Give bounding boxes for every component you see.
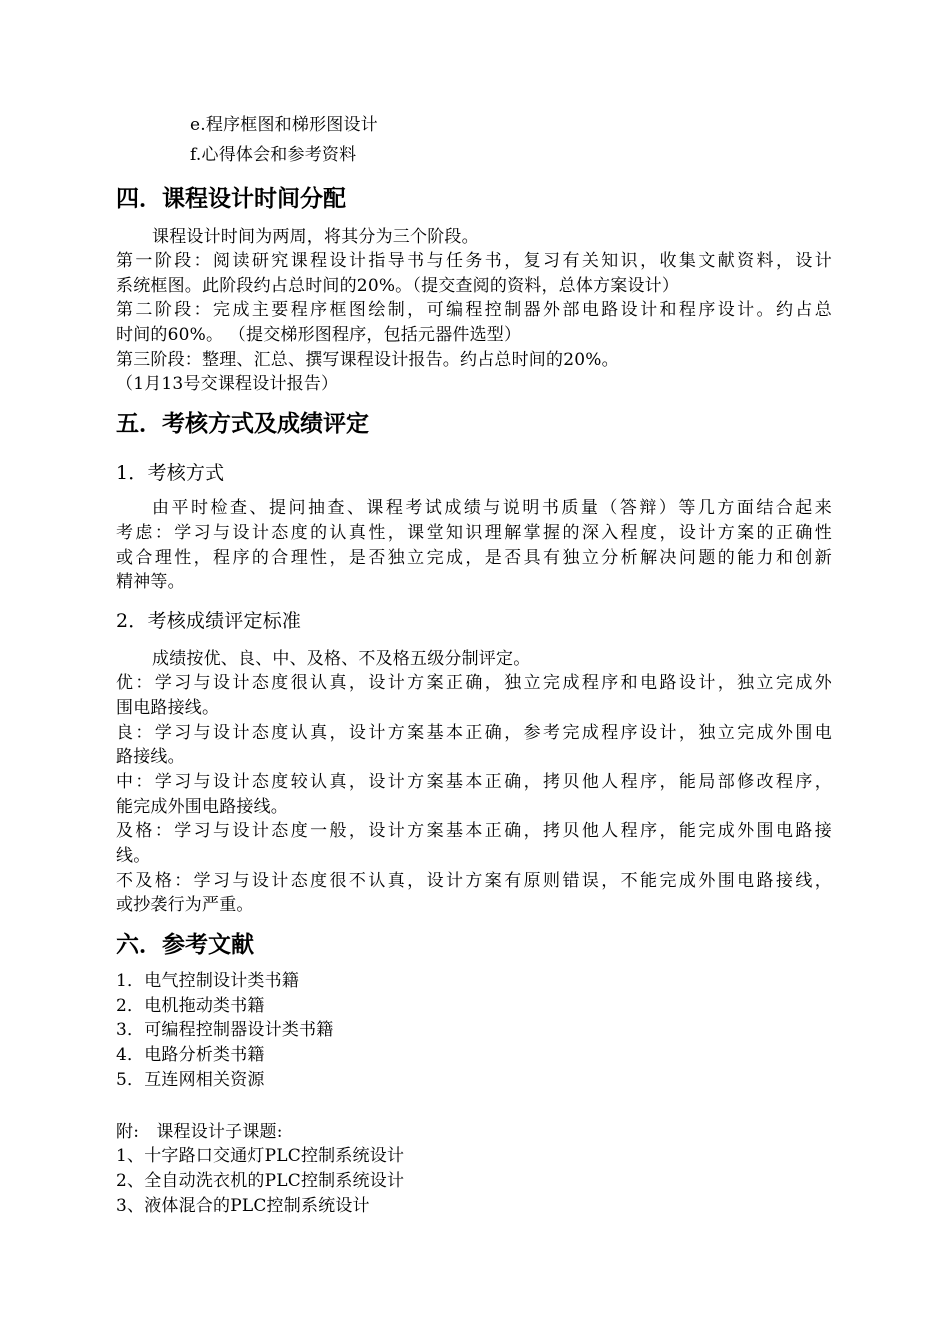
- section-4-line: 时间的60%。 （提交梯形图程序，包括元器件选型）: [116, 325, 522, 345]
- section-5-sub2-line: 成绩按优、良、中、及格、不及格五级分制评定。: [152, 649, 531, 669]
- section-4-heading: 四．课程设计时间分配: [116, 186, 346, 212]
- section-5-sub2-title: 2．考核成绩评定标准: [116, 610, 302, 632]
- section-5-sub2-line: 及格：学习与设计态度一般，设计方案基本正确，拷贝他人程序，能完成外围电路接: [116, 821, 832, 841]
- appendix-topic: 3、液体混合的PLC控制系统设计: [116, 1196, 370, 1216]
- section-4-line: 系统框图。此阶段约占总时间的20%。（提交查阅的资料，总体方案设计）: [116, 276, 680, 296]
- section-5-sub2-line: 中：学习与设计态度较认真，设计方案基本正确，拷贝他人程序，能局部修改程序，: [116, 772, 832, 792]
- section-4-line: （1月13号交课程设计报告）: [116, 374, 339, 394]
- reference-item: 1．电气控制设计类书籍: [116, 971, 300, 991]
- plan-item-e: e.程序框图和梯形图设计: [190, 115, 378, 135]
- section-5-sub2-line: 围电路接线。: [116, 698, 220, 718]
- section-5-sub1-title: 1．考核方式: [116, 462, 225, 484]
- section-5-sub1-line: 由平时检查、提问抽查、课程考试成绩与说明书质量（答辩）等几方面结合起来: [152, 498, 832, 518]
- section-5-sub1-line: 精神等。: [116, 572, 185, 592]
- reference-item: 4．电路分析类书籍: [116, 1045, 265, 1065]
- section-4-line: 课程设计时间为两周，将其分为三个阶段。: [152, 227, 479, 247]
- appendix-topic: 2、全自动洗衣机的PLC控制系统设计: [116, 1171, 405, 1191]
- section-5-sub2-line: 优：学习与设计态度很认真，设计方案正确，独立完成程序和电路设计，独立完成外: [116, 673, 832, 693]
- section-5-sub2-line: 线。: [116, 846, 151, 866]
- section-4-line: 第二阶段：完成主要程序框图绘制，可编程控制器外部电路设计和程序设计。约占总: [116, 300, 832, 320]
- section-5-sub2-line: 不及格：学习与设计态度很不认真，设计方案有原则错误，不能完成外围电路接线，: [116, 871, 832, 891]
- appendix-topic: 1、十字路口交通灯PLC控制系统设计: [116, 1146, 405, 1166]
- section-5-sub2-line: 或抄袭行为严重。: [116, 895, 254, 915]
- reference-item: 5．互连网相关资源: [116, 1070, 265, 1090]
- appendix-title: 附: 课程设计子课题:: [116, 1122, 283, 1142]
- section-5-sub1-line: 或合理性，程序的合理性，是否独立完成，是否具有独立分析解决问题的能力和创新: [116, 548, 832, 568]
- reference-item: 3．可编程控制器设计类书籍: [116, 1020, 334, 1040]
- section-6-heading: 六．参考文献: [116, 932, 254, 958]
- section-4-line: 第一阶段：阅读研究课程设计指导书与任务书，复习有关知识，收集文献资料，设计: [116, 251, 832, 271]
- section-4-line: 第三阶段：整理、汇总、撰写课程设计报告。约占总时间的20%。: [116, 350, 619, 370]
- reference-item: 2．电机拖动类书籍: [116, 996, 265, 1016]
- section-5-sub1-line: 考虑：学习与设计态度的认真性，课堂知识理解掌握的深入程度，设计方案的正确性: [116, 523, 832, 543]
- section-5-sub2-line: 良：学习与设计态度认真，设计方案基本正确，参考完成程序设计，独立完成外围电: [116, 723, 832, 743]
- section-5-sub2-line: 路接线。: [116, 747, 185, 767]
- section-5-sub2-line: 能完成外围电路接线。: [116, 797, 288, 817]
- plan-item-f: f.心得体会和参考资料: [190, 145, 357, 165]
- section-5-heading: 五．考核方式及成绩评定: [116, 411, 369, 437]
